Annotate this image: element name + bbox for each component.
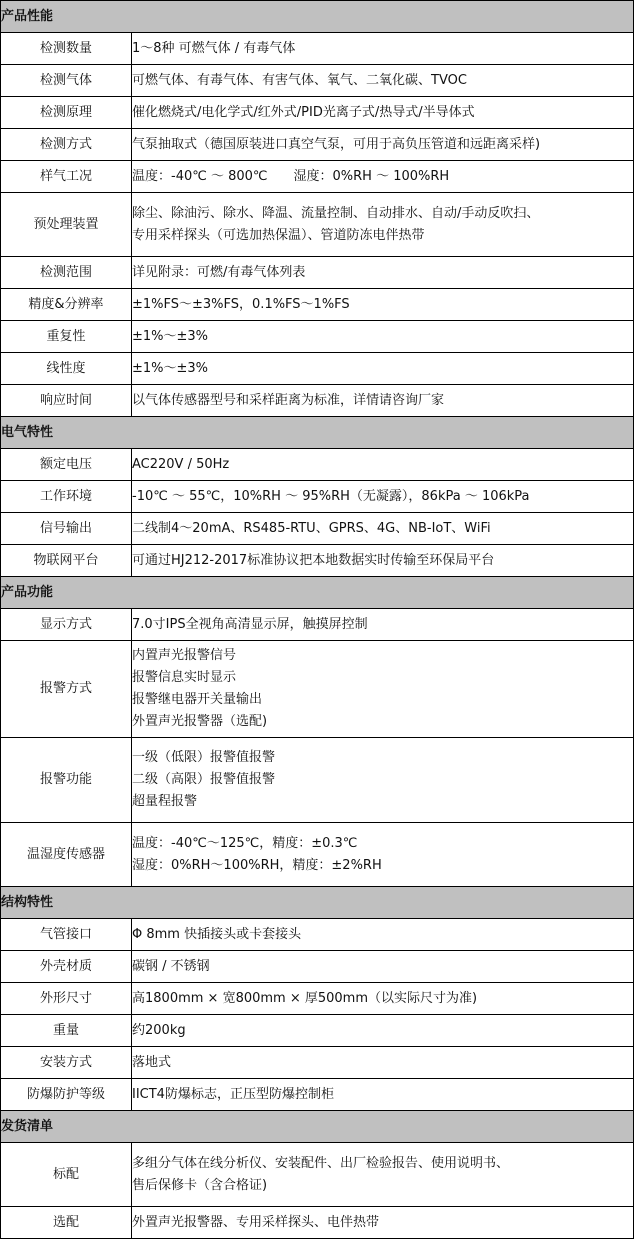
spec-row [1, 1143, 634, 1207]
spec-row [1, 257, 634, 289]
spec-value-line: 高1800mm × 宽800mm × 厚500mm（以实际尺寸为准) [132, 990, 478, 1006]
spec-row [1, 289, 634, 321]
spec-label: 工作环境 [1, 481, 132, 513]
spec-value-line: 报警继电器开关量输出 [132, 692, 263, 707]
spec-value-line: IICT4防爆标志，正压型防爆控制柜 [132, 1086, 334, 1102]
spec-value-line: 可通过HJ212-2017标准协议把本地数据实时传输至环保局平台 [132, 552, 495, 568]
spec-row [1, 33, 634, 65]
spec-value-line: 落地式 [132, 1054, 172, 1070]
spec-value [132, 1207, 634, 1239]
spec-value [132, 951, 634, 983]
spec-value-line: 外置声光报警器（选配) [132, 714, 268, 729]
spec-row [1, 385, 634, 417]
spec-label: 防爆防护等级 [1, 1079, 132, 1111]
spec-value [132, 193, 634, 257]
spec-value [132, 97, 634, 129]
spec-row [1, 513, 634, 545]
spec-value-line: Φ 8mm 快插接头或卡套接头 [132, 926, 302, 942]
spec-value [132, 289, 634, 321]
section-header-row [1, 1111, 634, 1143]
spec-value-line: 二线制4～20mA、RS485-RTU、GPRS、4G、NB-IoT、WiFi [132, 520, 491, 536]
spec-value [132, 449, 634, 481]
spec-value-line: 催化燃烧式/电化学式/红外式/PID光离子式/热导式/半导体式 [132, 104, 475, 120]
spec-value [132, 353, 634, 385]
section-title: 发货清单 [1, 1111, 634, 1143]
spec-value-line: 多组分气体在线分析仪、安装配件、出厂检验报告、使用说明书、 [132, 1155, 510, 1171]
spec-label: 精度&分辨率 [1, 289, 132, 321]
spec-value-line: 专用采样探头（可选加热保温）、管道防冻电伴热带 [132, 227, 425, 243]
spec-row [1, 641, 634, 738]
spec-row [1, 449, 634, 481]
spec-row [1, 1015, 634, 1047]
spec-value-line: 温度：-40℃ ～ 800℃ 湿度：0%RH ～ 100%RH [132, 168, 450, 184]
spec-label: 外形尺寸 [1, 983, 132, 1015]
spec-value-line: 详见附录：可燃/有毒气体列表 [132, 264, 306, 280]
spec-value [132, 257, 634, 289]
spec-label: 物联网平台 [1, 545, 132, 577]
spec-value-line: ±1%FS～±3%FS，0.1%FS～1%FS [132, 296, 350, 312]
spec-label: 检测数量 [1, 33, 132, 65]
spec-value-line: 报警信息实时显示 [132, 670, 237, 685]
spec-value-line: 湿度：0%RH～100%RH，精度：±2%RH [132, 857, 382, 873]
spec-row [1, 1079, 634, 1111]
spec-value-line: 二级（高限）报警值报警 [132, 772, 276, 787]
section-title: 结构特性 [1, 887, 634, 919]
spec-value-line: 7.0寸IPS全视角高清显示屏，触摸屏控制 [132, 616, 368, 632]
spec-value-line: 一级（低限）报警值报警 [132, 750, 276, 765]
spec-value [132, 738, 634, 823]
spec-label: 响应时间 [1, 385, 132, 417]
spec-label: 检测范围 [1, 257, 132, 289]
spec-row [1, 193, 634, 257]
spec-label: 报警方式 [1, 641, 132, 738]
spec-row [1, 129, 634, 161]
spec-value-line: 内置声光报警信号 [132, 648, 237, 663]
section-header-row [1, 577, 634, 609]
spec-value [132, 1015, 634, 1047]
section-title: 电气特性 [1, 417, 634, 449]
spec-value-line: 1～8种 可燃气体 / 有毒气体 [132, 40, 296, 56]
spec-value-line: 外置声光报警器、专用采样探头、电伴热带 [132, 1214, 380, 1230]
spec-value [132, 481, 634, 513]
spec-row [1, 1047, 634, 1079]
spec-value [132, 983, 634, 1015]
spec-label: 报警功能 [1, 738, 132, 823]
section-title: 产品性能 [1, 1, 634, 33]
spec-label: 信号输出 [1, 513, 132, 545]
spec-value [132, 33, 634, 65]
spec-label: 标配 [1, 1143, 132, 1207]
spec-row [1, 97, 634, 129]
spec-row [1, 161, 634, 193]
spec-label: 预处理装置 [1, 193, 132, 257]
spec-value-line: ±1%～±3% [132, 360, 209, 376]
spec-value-line: ±1%～±3% [132, 328, 209, 344]
spec-value [132, 513, 634, 545]
spec-value-line: 气泵抽取式（德国原装进口真空气泵，可用于高负压管道和远距离采样) [132, 136, 541, 152]
spec-row [1, 65, 634, 97]
spec-label: 检测气体 [1, 65, 132, 97]
spec-value [132, 823, 634, 887]
spec-label: 安装方式 [1, 1047, 132, 1079]
spec-label: 重量 [1, 1015, 132, 1047]
spec-value [132, 321, 634, 353]
spec-row [1, 983, 634, 1015]
spec-row [1, 951, 634, 983]
spec-label: 样气工况 [1, 161, 132, 193]
spec-value [132, 609, 634, 641]
spec-row [1, 545, 634, 577]
spec-value [132, 1047, 634, 1079]
spec-value [132, 1143, 634, 1207]
spec-row [1, 1207, 634, 1239]
spec-row [1, 609, 634, 641]
spec-label: 检测方式 [1, 129, 132, 161]
section-header-row [1, 1, 634, 33]
spec-value [132, 161, 634, 193]
spec-value-line: 售后保修卡（含合格证) [132, 1177, 268, 1193]
spec-label: 重复性 [1, 321, 132, 353]
spec-value-line: 约200kg [132, 1022, 186, 1038]
spec-value [132, 641, 634, 738]
spec-row [1, 353, 634, 385]
spec-label: 气管接口 [1, 919, 132, 951]
spec-label: 选配 [1, 1207, 132, 1239]
spec-value-line: AC220V / 50Hz [132, 456, 230, 472]
spec-label: 检测原理 [1, 97, 132, 129]
spec-label: 额定电压 [1, 449, 132, 481]
spec-value-line: 以气体传感器型号和采样距离为标准，详情请咨询厂家 [132, 392, 445, 408]
spec-row [1, 919, 634, 951]
spec-value-line: -10℃ ～ 55℃，10%RH ～ 95%RH（无凝露），86kPa ～ 106kPa [132, 488, 530, 504]
section-header-row [1, 887, 634, 919]
spec-value [132, 1079, 634, 1111]
spec-row [1, 823, 634, 887]
spec-label: 显示方式 [1, 609, 132, 641]
spec-table-body [1, 1, 634, 1239]
spec-value-line: 碳钢 / 不锈钢 [132, 958, 210, 974]
spec-label: 线性度 [1, 353, 132, 385]
spec-value-line: 温度：-40℃～125℃，精度：±0.3℃ [132, 835, 358, 851]
section-title: 产品功能 [1, 577, 634, 609]
spec-value-line: 超量程报警 [132, 794, 198, 809]
section-header-row [1, 417, 634, 449]
spec-row [1, 321, 634, 353]
spec-label: 温湿度传感器 [1, 823, 132, 887]
spec-value [132, 919, 634, 951]
spec-label: 外壳材质 [1, 951, 132, 983]
spec-value [132, 385, 634, 417]
spec-value [132, 545, 634, 577]
spec-value [132, 129, 634, 161]
spec-value-line: 可燃气体、有毒气体、有害气体、氧气、二氧化碳、TVOC [132, 72, 467, 88]
spec-row [1, 738, 634, 823]
spec-value [132, 65, 634, 97]
spec-row [1, 481, 634, 513]
spec-value-line: 除尘、除油污、除水、降温、流量控制、自动排水、自动/手动反吹扫、 [132, 205, 540, 221]
